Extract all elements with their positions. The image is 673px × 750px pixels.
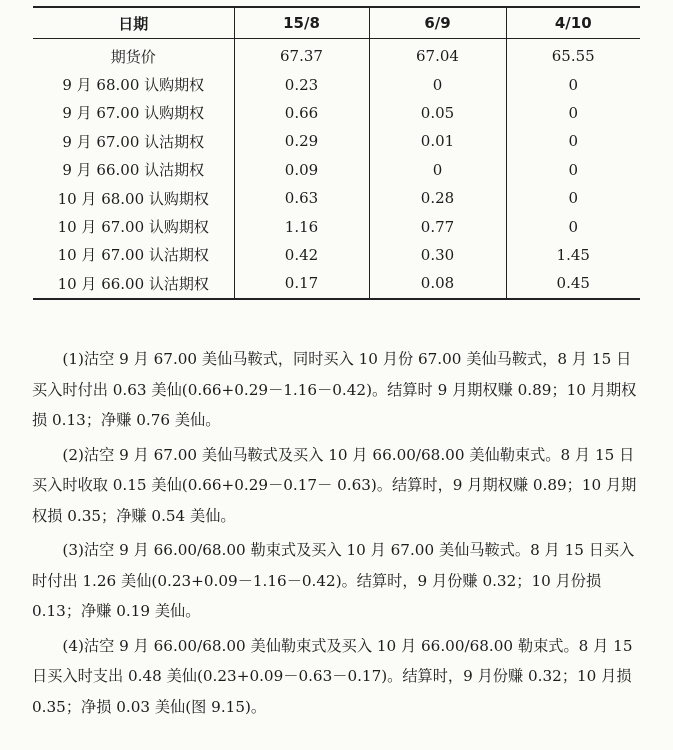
cell-15-8: 0.66 <box>234 99 369 127</box>
cell-15-8: 0.29 <box>234 127 369 155</box>
cell-6-9: 0.08 <box>369 269 506 298</box>
cell-4-10: 0.45 <box>506 269 640 298</box>
cell-6-9: 0.77 <box>369 212 506 240</box>
table-header-row <box>33 7 640 39</box>
cell-15-8: 0.17 <box>234 269 369 298</box>
cell-4-10: 0 <box>568 75 579 94</box>
table-row <box>33 156 640 184</box>
cell-6-9: 0 <box>369 70 506 98</box>
row-label: 期货价 <box>33 39 234 71</box>
cell-6-9: 0.28 <box>369 184 506 212</box>
cell-4-10: 0 <box>568 103 579 122</box>
cell-4-10: 65.55 <box>551 47 595 66</box>
table-row <box>33 70 640 98</box>
cell-6-9: 0 <box>369 156 506 184</box>
row-label: 9 月 68.00 认购期权 <box>33 70 234 98</box>
paragraph-3: (3)沽空 9 月 66.00/68.00 勒束式及买入 10 月 67.00 美仙马鞍式。8 月 15 日买入时付出 1.26 美仙(0.23+0.09－1.16－0.42)。结算时，9 月份赚 0.32；10 月份损 0.13；净赚 0.19 美仙。 <box>32 541 635 620</box>
cell-6-9: 0.30 <box>369 241 506 269</box>
cell-15-8: 0.63 <box>234 184 369 212</box>
row-label: 9 月 67.00 认沽期权 <box>33 127 234 155</box>
row-label: 10 月 68.00 认购期权 <box>33 184 234 212</box>
header-date: 日期 <box>33 7 234 39</box>
table-row <box>33 241 640 269</box>
options-price-table <box>33 6 640 300</box>
cell-6-9: 67.04 <box>369 39 506 71</box>
row-label: 10 月 67.00 认购期权 <box>33 212 234 240</box>
table-row <box>33 39 640 71</box>
cell-4-10: 0 <box>568 132 579 151</box>
cell-4-10: 1.45 <box>556 245 590 264</box>
table-row <box>33 99 640 127</box>
header-15-8: 15/8 <box>234 7 369 39</box>
row-label: 9 月 67.00 认购期权 <box>33 99 234 127</box>
paragraph-2: (2)沽空 9 月 67.00 美仙马鞍式及买入 10 月 66.00/68.00 美仙勒束式。8 月 15 日买入时收取 0.15 美仙(0.66+0.29－0.17－ 0.63)。结算时，9 月期权赚 0.89；10 月期权损 0.35；净赚 0.54 美仙。 <box>32 445 637 525</box>
cell-4-10: 0 <box>568 217 579 236</box>
paragraph-1: (1)沽空 9 月 67.00 美仙马鞍式，同时买入 10 月份 67.00 美仙马鞍式，8 月 15 日买入时付出 0.63 美仙(0.66+0.29－1.16－0.42)。结算时 9 月期权赚 0.89；10 月期权损 0.13；净赚 0.76 美仙。 <box>32 350 637 429</box>
explanation-text <box>32 344 644 726</box>
row-label: 9 月 66.00 认沽期权 <box>33 156 234 184</box>
header-4-10: 4/10 <box>506 7 640 39</box>
table-row <box>33 212 640 240</box>
cell-15-8: 67.37 <box>234 39 369 71</box>
cell-6-9: 0.05 <box>369 99 506 127</box>
cell-15-8: 0.23 <box>234 70 369 98</box>
paragraph-4: (4)沽空 9 月 66.00/68.00 美仙勒束式及买入 10 月 66.00/68.00 勒束式。8 月 15 日买入时支出 0.48 美仙(0.23+0.09－0.63－0.17)。结算时，9 月份赚 0.32；10 月损 0.35；净损 0.03 美仙(图 9.15)。 <box>32 636 633 716</box>
cell-4-10: 0 <box>568 189 579 208</box>
cell-6-9: 0.01 <box>369 127 506 155</box>
cell-4-10: 0 <box>568 160 579 179</box>
header-6-9: 6/9 <box>369 7 506 39</box>
table-row <box>33 184 640 212</box>
cell-15-8: 0.09 <box>234 156 369 184</box>
table-row <box>33 269 640 298</box>
cell-15-8: 0.42 <box>234 241 369 269</box>
table-row <box>33 127 640 155</box>
row-label: 10 月 66.00 认沽期权 <box>33 269 234 298</box>
cell-15-8: 1.16 <box>234 212 369 240</box>
row-label: 10 月 67.00 认沽期权 <box>33 241 234 269</box>
